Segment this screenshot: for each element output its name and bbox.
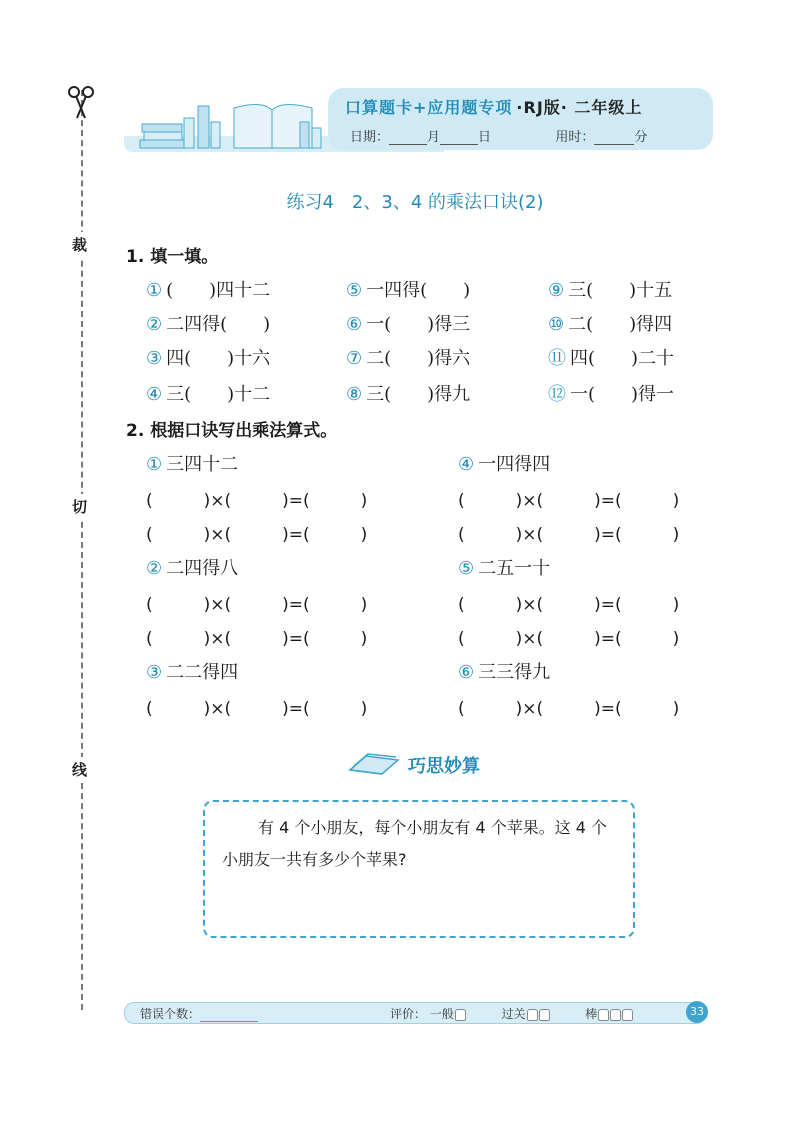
lesson-title: 练习4 2、3、4 的乘法口诀(2) [286, 192, 544, 213]
minute-label: 分 [634, 130, 648, 145]
section2-heading: 2. 根据口诀写出乘法算式。 [126, 421, 338, 441]
rating-label: 评价： [390, 1007, 427, 1021]
errors-count [140, 1005, 258, 1022]
rhyme-5: ⑤ 二五一十 [458, 558, 551, 579]
cut-mark-xian: 线 [72, 757, 87, 782]
fill-item-10: ⑩ 二( )得四 [548, 314, 673, 335]
errors-blank[interactable] [200, 1010, 258, 1022]
page-number: 33 [686, 1001, 708, 1023]
fill-item-11: ⑪ 四( )二十 [548, 348, 675, 369]
scissors-icon [66, 86, 96, 120]
books-stack-icon [346, 752, 404, 776]
fill-item-3: ③ 四( )十六 [146, 348, 271, 369]
fill-item-1: ① ( )四十二 [146, 280, 271, 301]
errors-label: 错误个数： [140, 1007, 201, 1021]
date-month-blank[interactable] [440, 132, 478, 145]
equation-6a[interactable]: ( )×( )=( ) [458, 699, 680, 719]
rhyme-6: ⑥ 三三得九 [458, 662, 551, 683]
rhyme-4: ④ 一四得四 [458, 454, 551, 475]
equation-5b[interactable]: ( )×( )=( ) [458, 629, 680, 649]
cut-line [81, 90, 83, 1010]
book-title-main: 口算题卡+应用题专项 [345, 98, 513, 117]
thumb-icon[interactable] [622, 1009, 633, 1021]
equation-2a[interactable]: ( )×( )=( ) [146, 595, 368, 615]
day-label: 日 [478, 130, 492, 145]
thumb-icon[interactable] [455, 1009, 466, 1021]
thumb-icon[interactable] [527, 1009, 538, 1021]
cut-mark-qie: 切 [72, 494, 87, 519]
time-label: 用时： [555, 130, 595, 145]
thumb-icon[interactable] [539, 1009, 550, 1021]
fill-item-8: ⑧ 三( )得九 [346, 384, 471, 405]
equation-1b[interactable]: ( )×( )=( ) [146, 525, 368, 545]
month-label: 月 [427, 130, 441, 145]
thumb-icon[interactable] [598, 1009, 609, 1021]
equation-2b[interactable]: ( )×( )=( ) [146, 629, 368, 649]
thinking-question: 有 4 个小朋友，每个小朋友有 4 个苹果。这 4 个小朋友一共有多少个苹果? [222, 818, 608, 869]
equation-1a[interactable]: ( )×( )=( ) [146, 491, 368, 511]
fill-item-6: ⑥ 一( )得三 [346, 314, 471, 335]
equation-4a[interactable]: ( )×( )=( ) [458, 491, 680, 511]
time-blank[interactable] [594, 132, 634, 145]
fill-item-2: ② 二四得( ) [146, 314, 271, 335]
equation-5a[interactable]: ( )×( )=( ) [458, 595, 680, 615]
rating [390, 1005, 633, 1022]
fill-item-7: ⑦ 二( )得六 [346, 348, 471, 369]
rating-pass-label: 过关 [501, 1007, 526, 1021]
fill-item-12: ⑫ 一( )得一 [548, 384, 675, 405]
fill-item-5: ⑤ 一四得( ) [346, 280, 471, 301]
book-title [345, 95, 642, 118]
rating-ok-label: 一般 [429, 1007, 454, 1021]
rhyme-1: ① 三四十二 [146, 454, 239, 475]
fill-item-9: ⑨ 三( )十五 [548, 280, 673, 301]
book-edition: ·RJ版· 二年级上 [516, 98, 643, 117]
books-illustration-icon [122, 98, 337, 150]
cut-mark-cai: 裁 [72, 232, 87, 257]
date-time-row [350, 126, 647, 145]
fill-item-4: ④ 三( )十二 [146, 384, 271, 405]
rhyme-3: ③ 二二得四 [146, 662, 239, 683]
section1-heading: 1. 填一填。 [126, 247, 219, 267]
thinking-title: 巧思妙算 [408, 756, 480, 777]
equation-3a[interactable]: ( )×( )=( ) [146, 699, 368, 719]
rhyme-2: ② 二四得八 [146, 558, 239, 579]
rating-great-label: 棒 [585, 1007, 598, 1021]
date-label: 日期： [350, 130, 390, 145]
date-year-blank[interactable] [389, 132, 427, 145]
equation-4b[interactable]: ( )×( )=( ) [458, 525, 680, 545]
thumb-icon[interactable] [610, 1009, 621, 1021]
